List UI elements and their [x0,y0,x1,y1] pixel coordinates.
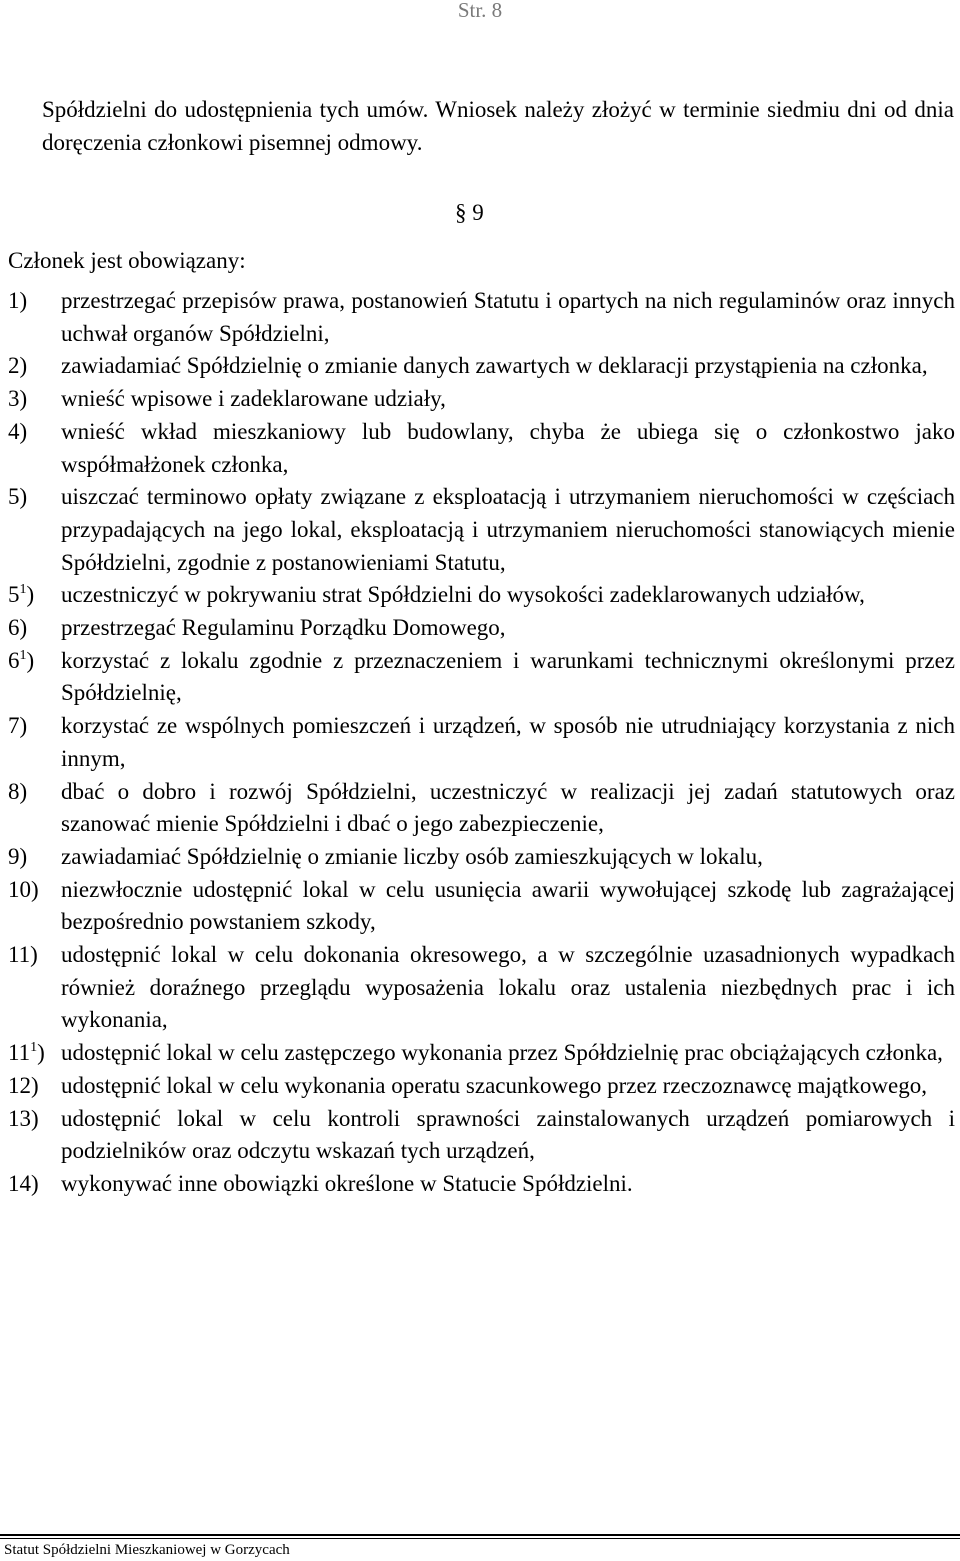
intro-paragraph: Spółdzielni do udostępnienia tych umów. Wniosek należy złożyć w terminie siedmiu dni od dnia doręczenia członkowi pisemnej odmowy. [42,97,954,155]
list-item-number: 10) [8,876,39,902]
list-item-text: zawiadamiać Spółdzielnię o zmianie danych zawartych w deklaracji przystąpienia na członka, [61,353,928,379]
list-item-text: wnieść wpisowe i zadeklarowane udziały, [61,386,446,412]
footer-title: Statut Spółdzielni Mieszkaniowej w Gorzycach [4,1542,290,1558]
list-item-number: 13) [8,1105,39,1131]
list-item-text: udostępnić lokal w celu wykonania operatu szacunkowego przez rzeczoznawcę majątkowego, [61,1072,927,1098]
list-item-number: 9) [8,843,28,869]
list-item-text: wnieść wkład mieszkaniowy lub budowlany, chyba że ubiega się o członkostwo jako współmałżonek członka, [61,418,955,477]
list-item-number: 14) [8,1170,39,1196]
list-item [8,1037,955,1070]
list-item [8,841,955,874]
section-number: 9 [472,200,484,225]
list-item-number: 12) [8,1072,39,1098]
list-item-text: dbać o dobro i rozwój Spółdzielni, uczestniczyć w realizacji jej zadań statutowych oraz szanować mienie Spółdzielni i dbać o jego zabezpieczenie, [61,778,955,837]
list-item-number: 8) [8,778,28,804]
list-item-text: korzystać ze wspólnych pomieszczeń i urządzeń, w sposób nie utrudniający korzystania z nich innym, [61,713,955,771]
list-item-number: 2) [8,353,28,379]
list-item-number: 7) [8,713,28,739]
list-item-text: udostępnić lokal w celu dokonania okresowego, a w szczególnie uzasadnionych wypadkach również doraźnego przeglądu wyposażenia lokalu oraz ustalenia niezbędnych prac i ich wykonania, [61,942,955,1033]
list-item [8,1168,955,1201]
list-item [8,1103,955,1168]
list-item-number: 1) [8,288,28,313]
list-item [8,874,955,939]
list-item-text: korzystać z lokalu zgodnie z przeznaczeniem i warunkami technicznymi określonymi przez Spółdzielnię, [61,647,955,706]
list-item-number: $6^1$) [8,647,35,673]
list-item-number: $11^1$) [8,1040,45,1066]
list-item [8,416,955,481]
list-item-text: przestrzegać Regulaminu Porządku Domowego, [61,615,506,641]
list-item [8,612,955,645]
list-item-text: przestrzegać przepisów prawa, postanowień Statutu i opartych na nich regulaminów oraz innych uchwał organów Spółdzielni, [61,288,955,346]
footer-divider-thin [0,1538,960,1539]
footer-divider [0,1534,960,1536]
list-item-number: 5) [8,484,28,510]
list-item [8,285,955,350]
page-number: Str. 8 [457,0,503,22]
list-item [8,350,955,383]
list-item-text: zawiadamiać Spółdzielnię o zmianie liczby osób zamieszkujących w lokalu, [61,843,763,869]
list-item-text: udostępnić lokal w celu zastępczego wykonania przez Spółdzielnię prac obciążających członka, [61,1040,943,1066]
list-item-text: niezwłocznie udostępnić lokal w celu usunięcia awarii wywołującej szkodę lub zagrażającej bezpośrednio powstaniem szkody, [61,876,955,935]
list-item [8,481,955,579]
list-item-number: 3) [8,386,28,412]
duties-list [8,285,955,1201]
list-item [8,579,955,612]
list-item [8,383,955,416]
list-item-number: 11) [8,942,38,968]
list-item [8,1070,955,1103]
duties-lead: Członek jest obowiązany: [8,248,246,273]
list-item-text: udostępnić lokal w celu kontroli sprawności zainstalowanych urządzeń pomiarowych i podzielników oraz odczytu wskazań tych urządzeń, [61,1105,955,1164]
list-item-number: $5^1$) [8,582,35,608]
list-item-text: uiszczać terminowo opłaty związane z eksploatacją i utrzymaniem nieruchomości w częściach przypadających na jego lokal, eksploatacją i utrzymaniem nieruchomości stanowiących mienie Spółdzielni, zgodnie z postanowieniami Statutu, [61,484,955,575]
list-item-text: wykonywać inne obowiązki określone w Statucie Spółdzielni. [61,1170,633,1196]
list-item-number: 6) [8,615,28,641]
section-symbol: § [455,200,467,225]
list-item-text: uczestniczyć w pokrywaniu strat Spółdzielni do wysokości zadeklarowanych udziałów, [61,582,865,608]
list-item [8,645,955,710]
list-item [8,710,955,775]
list-item [8,939,955,1037]
list-item-number: 4) [8,418,28,444]
list-item [8,776,955,841]
section-heading [455,196,484,229]
